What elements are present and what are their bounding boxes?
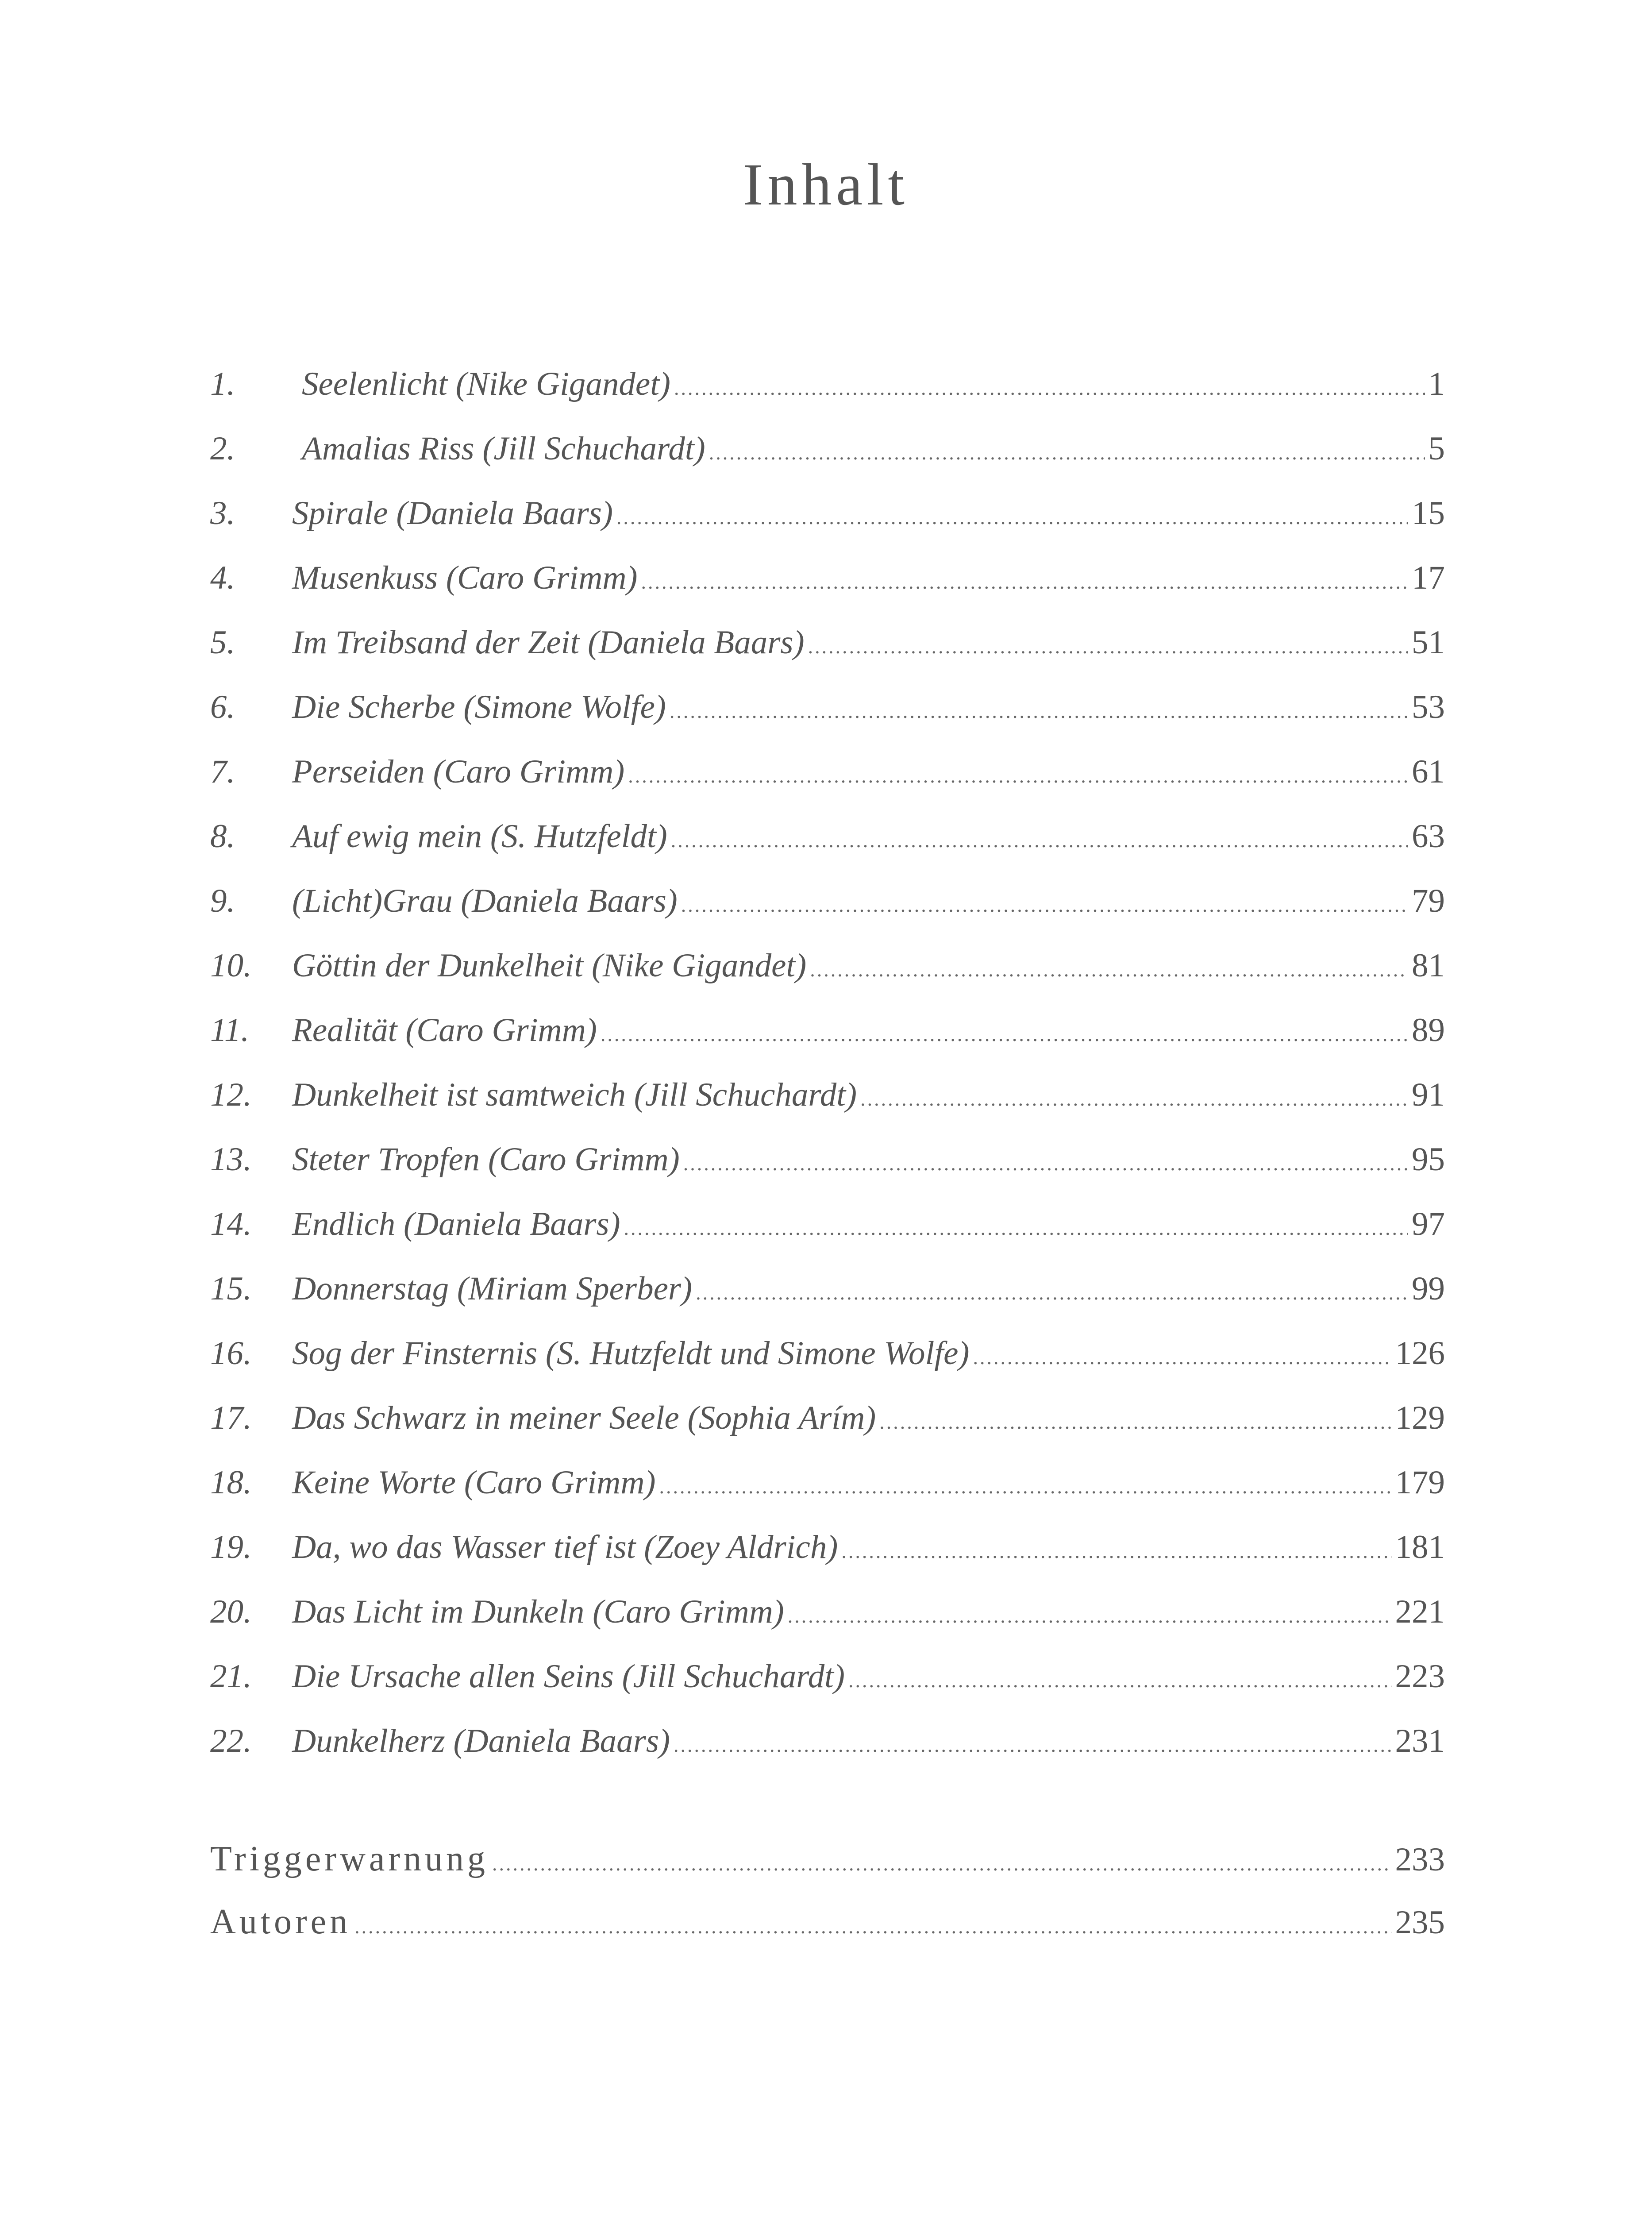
toc-entry: [210, 1078, 1445, 1143]
toc-entry-title: Dunkelheit ist samtweich (Jill Schuchardt): [292, 1076, 857, 1113]
toc-entry-page: 223: [1395, 1658, 1445, 1695]
toc-entry-title: Amalias Riss (Jill Schuchardt): [302, 430, 705, 467]
dot-leader: [641, 572, 1408, 592]
toc-entry-page: 129: [1395, 1400, 1445, 1436]
toc-entry: [210, 561, 1445, 626]
dot-leader: [810, 960, 1408, 980]
toc-entry: [210, 1660, 1445, 1724]
toc-entry: [210, 1337, 1445, 1401]
dot-leader: [696, 1283, 1408, 1303]
dot-leader: [354, 1916, 1391, 1937]
appendix-entry: [210, 1904, 1445, 1967]
toc-entry-number: 13.: [210, 1141, 252, 1178]
toc-entry-page: 17: [1412, 559, 1445, 596]
toc-entry: [210, 690, 1445, 755]
toc-entry-number: 5.: [210, 624, 235, 661]
toc-entry-page: 51: [1412, 624, 1445, 661]
page-title: Inhalt: [743, 152, 909, 218]
toc-entry-number: 21.: [210, 1658, 252, 1695]
toc-entry-page: 63: [1412, 818, 1445, 855]
toc-entry-page: 5: [1428, 430, 1445, 467]
dot-leader: [788, 1606, 1392, 1626]
toc-entry-title: (Licht)Grau (Daniela Baars): [292, 883, 678, 919]
toc-entry-title: Endlich (Daniela Baars): [292, 1206, 620, 1242]
toc-entry-title: Perseiden (Caro Grimm): [292, 753, 625, 790]
toc-entry-page: 61: [1412, 753, 1445, 790]
dot-leader: [841, 1541, 1391, 1561]
dot-leader: [973, 1347, 1391, 1368]
toc-entry-page: 89: [1412, 1012, 1445, 1049]
dot-leader: [709, 443, 1425, 463]
dot-leader: [616, 507, 1408, 528]
toc-entry-page: 79: [1412, 883, 1445, 919]
dot-leader: [659, 1477, 1391, 1497]
toc-entry-title: Realität (Caro Grimm): [292, 1012, 597, 1049]
toc-entry-title: Göttin der Dunkelheit (Nike Gigandet): [292, 947, 807, 984]
appendix-entry-title: Triggerwarnung: [210, 1839, 489, 1878]
toc-entry: [210, 1724, 1445, 1789]
toc-entry-page: 95: [1412, 1141, 1445, 1178]
dot-leader: [683, 1153, 1408, 1174]
toc-entry: [210, 949, 1445, 1014]
toc-entry: [210, 820, 1445, 884]
toc-entry-title: Donnerstag (Miriam Sperber): [292, 1270, 693, 1307]
toc-entry-title: Seelenlicht (Nike Gigandet): [302, 366, 671, 402]
appendix-entry-title: Autoren: [210, 1902, 351, 1941]
toc-entry: [210, 432, 1445, 497]
dot-leader: [674, 1735, 1391, 1755]
dot-leader: [624, 1218, 1408, 1238]
toc-entry-title: Das Schwarz in meiner Seele (Sophia Arím): [292, 1400, 876, 1436]
appendix-entry-page: 235: [1395, 1904, 1445, 1941]
toc-entry: [210, 1207, 1445, 1272]
toc-entry-number: 10.: [210, 947, 252, 984]
toc-entry-number: 15.: [210, 1270, 252, 1307]
toc-entry-title: Da, wo das Wasser tief ist (Zoey Aldrich): [292, 1529, 838, 1565]
toc-entry-number: 14.: [210, 1206, 252, 1242]
dot-leader: [628, 766, 1408, 786]
toc-entry-page: 1: [1428, 366, 1445, 402]
toc-entry-number: 8.: [210, 818, 235, 855]
toc-entry-page: 181: [1395, 1529, 1445, 1565]
toc-entry-title: Keine Worte (Caro Grimm): [292, 1464, 656, 1501]
toc-entry-number: 19.: [210, 1529, 252, 1565]
toc-entry-title: Steter Tropfen (Caro Grimm): [292, 1141, 680, 1178]
toc-entry: [210, 497, 1445, 561]
toc-entry-title: Das Licht im Dunkeln (Caro Grimm): [292, 1593, 784, 1630]
toc-entry-number: 2.: [210, 430, 235, 467]
toc-entry-page: 91: [1412, 1076, 1445, 1113]
dot-leader: [492, 1854, 1392, 1874]
toc-entry-page: 221: [1395, 1593, 1445, 1630]
toc-entry-number: 6.: [210, 689, 235, 725]
dot-leader: [860, 1089, 1408, 1109]
toc-entry-number: 9.: [210, 883, 235, 919]
toc-entry-page: 231: [1395, 1723, 1445, 1759]
toc-entry-number: 18.: [210, 1464, 252, 1501]
toc-entry-number: 17.: [210, 1400, 252, 1436]
dot-leader: [670, 701, 1408, 721]
toc-entry-title: Die Ursache allen Seins (Jill Schuchardt): [292, 1658, 845, 1695]
toc-entry-number: 11.: [210, 1012, 250, 1049]
toc-entry-page: 99: [1412, 1270, 1445, 1307]
toc-entry-title: Auf ewig mein (S. Hutzfeldt): [292, 818, 667, 855]
dot-leader: [671, 830, 1408, 851]
toc-entry-number: 20.: [210, 1593, 252, 1630]
toc-entry-title: Dunkelherz (Daniela Baars): [292, 1723, 670, 1759]
toc-entry-page: 179: [1395, 1464, 1445, 1501]
toc-entry-number: 16.: [210, 1335, 252, 1372]
dot-leader: [601, 1024, 1408, 1045]
dot-leader: [879, 1412, 1391, 1432]
toc-entry-number: 7.: [210, 753, 235, 790]
toc-entry-number: 22.: [210, 1723, 252, 1759]
toc-entry-page: 81: [1412, 947, 1445, 984]
toc-entry: [210, 755, 1445, 820]
toc-entry: [210, 367, 1445, 432]
toc-entry-title: Musenkuss (Caro Grimm): [292, 559, 638, 596]
toc-entry: [210, 1595, 1445, 1660]
toc-entry-page: 126: [1395, 1335, 1445, 1372]
toc-entry-title: Spirale (Daniela Baars): [292, 495, 613, 532]
toc-entry-number: 1.: [210, 366, 235, 402]
toc-entry: [210, 1014, 1445, 1078]
toc-entry-number: 3.: [210, 495, 235, 532]
toc-entry: [210, 626, 1445, 690]
dot-leader: [674, 378, 1425, 398]
toc-entry-number: 4.: [210, 559, 235, 596]
toc-entry: [210, 1531, 1445, 1595]
toc-entry: [210, 1401, 1445, 1466]
toc-entry-title: Im Treibsand der Zeit (Daniela Baars): [292, 624, 805, 661]
toc-entry-title: Sog der Finsternis (S. Hutzfeldt und Simone Wolfe): [292, 1335, 970, 1372]
dot-leader: [848, 1670, 1392, 1691]
appendix-entry: [210, 1841, 1445, 1904]
appendix-entry-page: 233: [1395, 1841, 1445, 1878]
dot-leader: [808, 636, 1408, 657]
appendix-list: [210, 1841, 1445, 1967]
toc-entry: [210, 1272, 1445, 1337]
toc-entry: [210, 1466, 1445, 1531]
toc-entry-title: Die Scherbe (Simone Wolfe): [292, 689, 666, 725]
table-of-contents: [210, 367, 1445, 1789]
toc-entry: [210, 1143, 1445, 1207]
toc-entry-number: 12.: [210, 1076, 252, 1113]
toc-entry-page: 97: [1412, 1206, 1445, 1242]
toc-entry: [210, 884, 1445, 949]
toc-entry-page: 53: [1412, 689, 1445, 725]
dot-leader: [681, 895, 1408, 915]
toc-entry-page: 15: [1412, 495, 1445, 532]
